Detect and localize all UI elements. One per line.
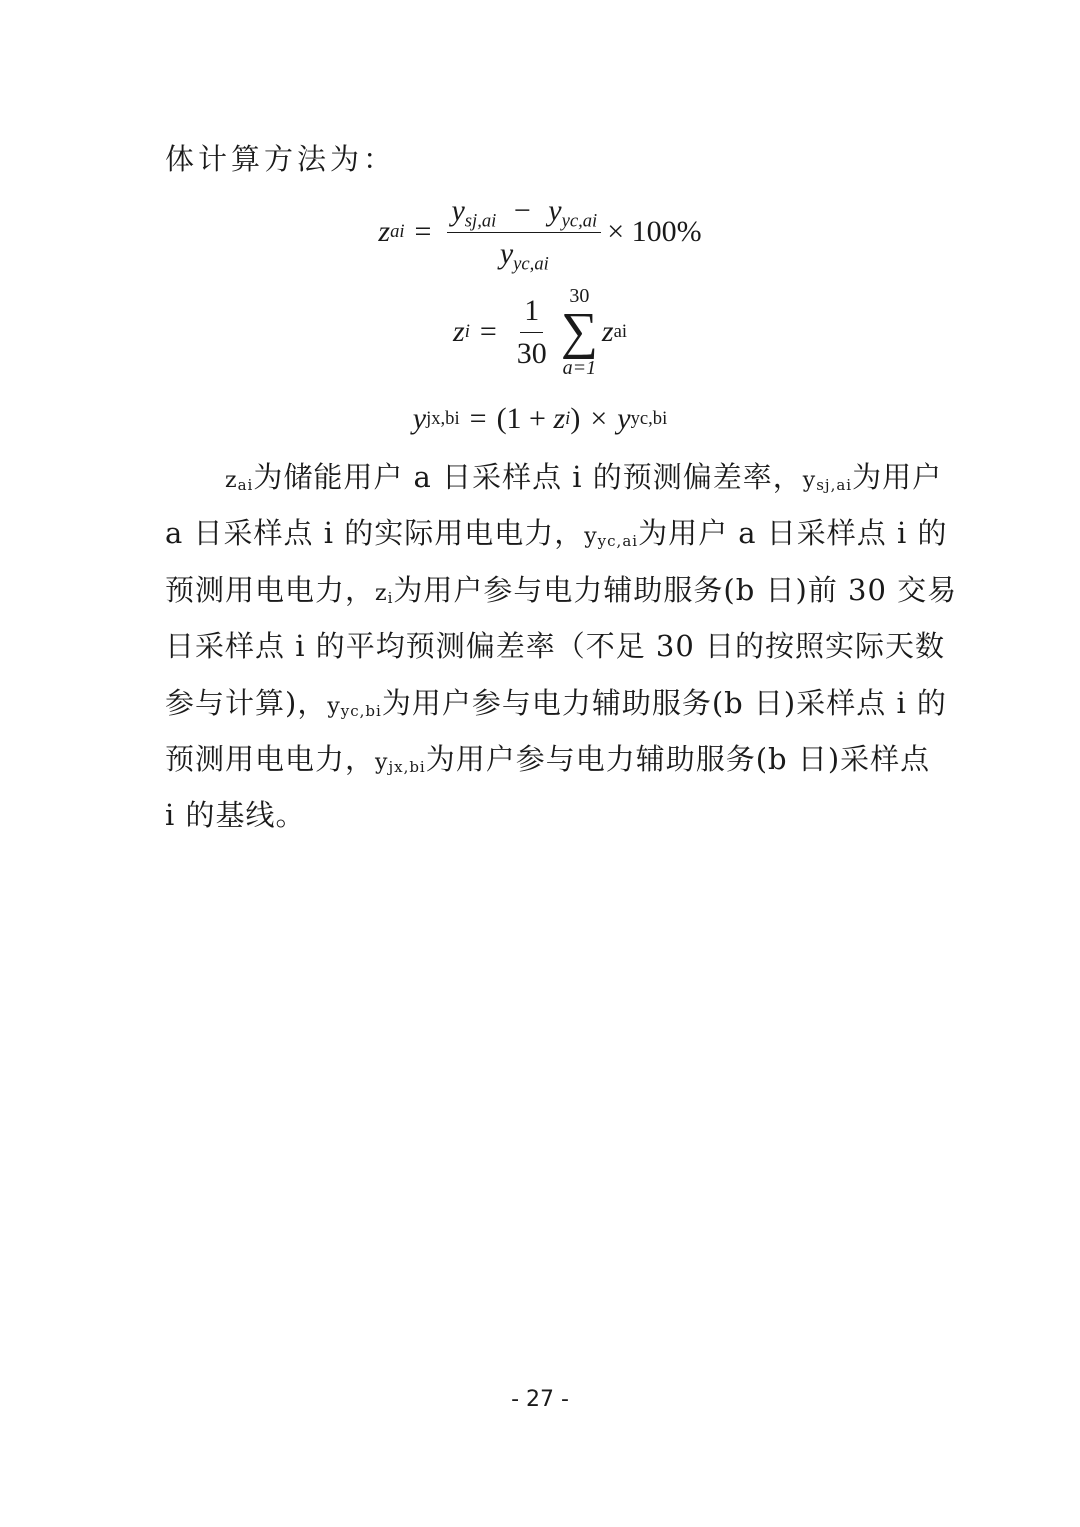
explanation-paragraph xyxy=(165,449,958,844)
line-segment xyxy=(225,449,253,513)
var-z: z xyxy=(225,468,238,493)
line-segment: 为用户参与电力辅助服务(b 日)采样点 i 的 xyxy=(381,685,947,720)
var-y: y xyxy=(327,693,341,719)
eq2-lhs-var: z xyxy=(453,315,465,348)
eq1-num-a: y xyxy=(451,193,465,227)
eq2-denominator: 30 xyxy=(516,336,547,370)
eq3-times: × xyxy=(590,402,608,435)
paragraph-line xyxy=(165,787,915,843)
sigma-icon: ∑ xyxy=(560,303,598,360)
var-sub: sj,ai xyxy=(816,476,853,494)
line-segment: i 的基线。 xyxy=(165,798,306,833)
line-segment: 为用户参与电力辅助服务(b 日)前 30 交易 xyxy=(393,572,958,607)
sum-lower-limit: a=1 xyxy=(562,357,597,379)
eq1-minus: − xyxy=(513,193,531,227)
line-segment: 为储能用户 a 日采样点 i 的预测偏差率， xyxy=(253,460,803,494)
eq1-num-a-sub: sj,ai xyxy=(464,210,497,231)
line-segment xyxy=(327,675,381,739)
summation-symbol xyxy=(561,285,598,379)
eq1-times-percent: × 100% xyxy=(607,215,702,248)
line-segment: 为用户 a 日采样点 i 的 xyxy=(638,516,948,551)
line-segment: 预测用电电力， xyxy=(165,741,376,776)
eq1-num-b-sub: yc,ai xyxy=(561,210,598,231)
var-sub: jx,bi xyxy=(388,757,426,776)
line-segment: 为用户 xyxy=(852,460,943,494)
eq3-paren-open: (1 + xyxy=(496,402,546,435)
var-y: y xyxy=(584,524,598,550)
eq2-equals: = xyxy=(479,315,497,348)
eq3-lhs-var: y xyxy=(412,402,427,435)
equation-deviation-rate: z ai = $\frac{y_{sj,ai} - y_{yc,ai}}{y_{yc,ai}}$ × 100% xyxy=(378,193,702,274)
eq3-z: z xyxy=(553,402,566,435)
var-z: z xyxy=(375,580,388,606)
line-segment xyxy=(375,731,426,795)
line-segment: 为用户参与电力辅助服务(b 日)采样点 xyxy=(425,741,931,776)
line-segment: 预测用电电力， xyxy=(165,572,376,607)
eq3-rhs-var: y xyxy=(617,402,631,435)
equation-average-deviation: z i = $\frac{1}{30}$ 30 ∑ a=1 z ai xyxy=(453,285,627,379)
paragraph-line xyxy=(165,449,943,505)
line-segment: 日采样点 i 的平均预测偏差率（不足 30 日的按照实际天数 xyxy=(165,629,946,664)
eq3-paren-close: ) xyxy=(570,402,581,435)
line-segment xyxy=(584,505,638,569)
eq2-fraction xyxy=(513,293,551,372)
paragraph-line xyxy=(165,618,946,674)
eq1-denominator xyxy=(496,233,553,272)
eq2-term: z xyxy=(601,315,614,348)
var-sub: yc,ai xyxy=(597,532,639,551)
paragraph-line xyxy=(165,731,931,787)
line-segment: a 日采样点 i 的实际用电电力， xyxy=(165,516,585,551)
eq2-numerator: 1 xyxy=(520,293,543,333)
paragraph-line xyxy=(165,562,958,618)
intro-text: 体计算方法为： xyxy=(165,142,397,176)
equation-baseline: y jx,bi = (1 + z i ) × y yc,bi xyxy=(412,402,668,435)
eq1-num-b: y xyxy=(548,193,562,227)
eq1-den: y xyxy=(499,236,514,270)
line-segment xyxy=(375,562,393,626)
page-number: - 27 - xyxy=(511,1387,569,1412)
eq1-numerator xyxy=(447,193,601,233)
eq1-den-sub: yc,ai xyxy=(513,253,549,274)
var-sub: yc,bi xyxy=(340,701,382,720)
eq1-lhs-var: z xyxy=(378,215,391,248)
eq1-fraction xyxy=(447,193,601,272)
var-sub: i xyxy=(387,588,394,607)
var-sub: ai xyxy=(237,476,254,494)
eq3-equals: = xyxy=(469,402,487,435)
sum-upper-limit: 30 xyxy=(569,285,590,307)
paragraph-line xyxy=(165,675,947,731)
line-segment: 参与计算)， xyxy=(165,685,328,720)
eq1-equals: = xyxy=(414,215,432,248)
var-y: y xyxy=(802,468,817,493)
line-segment xyxy=(803,449,852,513)
paragraph-line xyxy=(165,505,948,561)
var-y: y xyxy=(375,749,389,775)
